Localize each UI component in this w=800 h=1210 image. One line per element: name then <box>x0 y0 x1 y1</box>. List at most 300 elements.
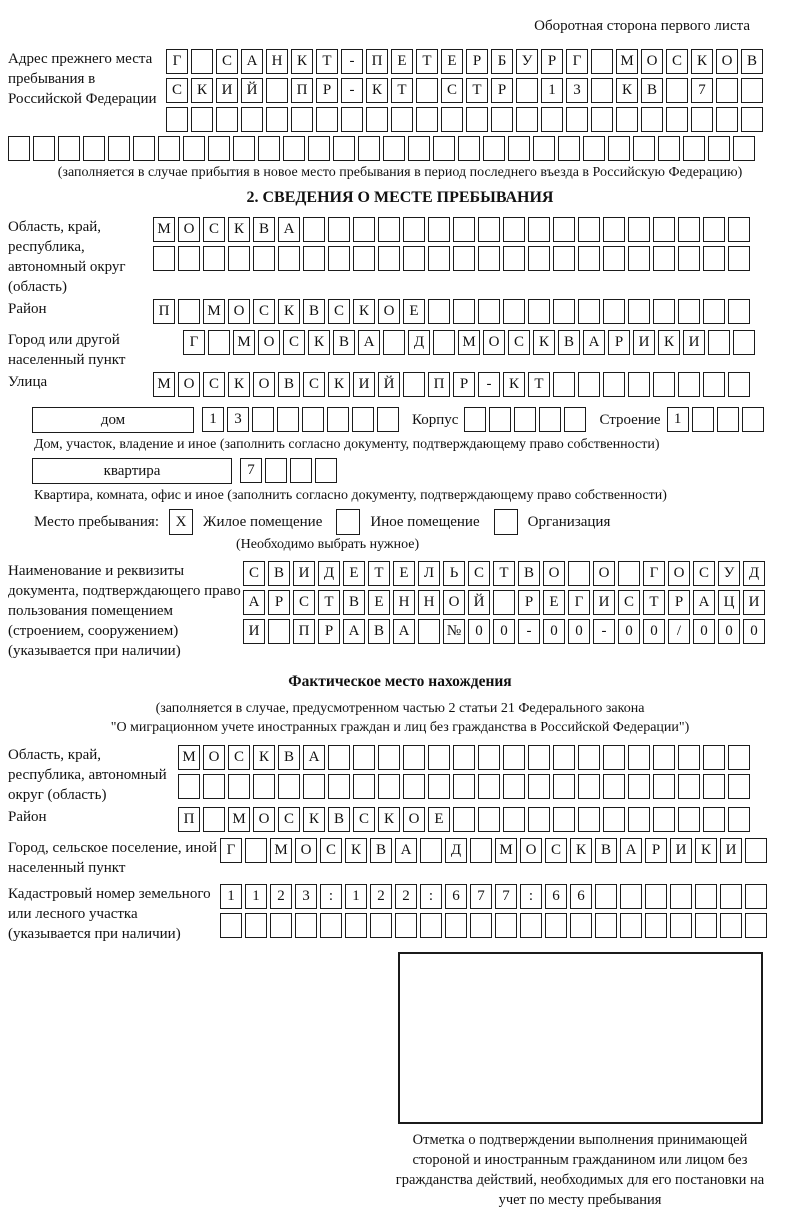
char-cell <box>558 136 580 161</box>
char-cell <box>278 774 300 799</box>
char-cell: 0 <box>493 619 515 644</box>
char-cell: О <box>716 49 738 74</box>
char-cell: Р <box>668 590 690 615</box>
char-cell <box>403 372 425 397</box>
char-cell <box>178 246 200 271</box>
char-cell <box>520 913 542 938</box>
char-cell: О <box>403 807 425 832</box>
char-cell <box>416 107 438 132</box>
char-cell: Г <box>220 838 242 863</box>
street-label: Улица <box>8 374 48 390</box>
char-cell: С <box>243 561 265 586</box>
char-cell <box>553 774 575 799</box>
char-cell: И <box>633 330 655 355</box>
char-cell <box>628 807 650 832</box>
cadastral-grid <box>220 884 770 942</box>
char-cell <box>568 561 590 586</box>
option-other-premises-label: Иное помещение <box>370 513 480 530</box>
char-cell <box>703 774 725 799</box>
char-cell <box>503 807 525 832</box>
char-cell: С <box>216 49 238 74</box>
char-cell: / <box>668 619 690 644</box>
char-cell <box>553 217 575 242</box>
char-cell <box>265 458 287 483</box>
char-cell <box>377 407 399 432</box>
char-cell <box>428 745 450 770</box>
char-cell: М <box>153 217 175 242</box>
char-cell: 0 <box>693 619 715 644</box>
char-cell: К <box>308 330 330 355</box>
char-cell: К <box>658 330 680 355</box>
char-cell <box>603 246 625 271</box>
char-cell <box>178 299 200 324</box>
char-cell <box>183 136 205 161</box>
char-cell <box>291 107 313 132</box>
char-cell: 0 <box>568 619 590 644</box>
char-cell: Г <box>183 330 205 355</box>
char-cell: 7 <box>495 884 517 909</box>
char-cell <box>466 107 488 132</box>
char-cell: М <box>495 838 517 863</box>
char-cell <box>433 136 455 161</box>
char-cell: О <box>295 838 317 863</box>
char-cell: Е <box>393 561 415 586</box>
char-cell: Р <box>466 49 488 74</box>
char-cell <box>666 78 688 103</box>
char-cell <box>628 372 650 397</box>
char-cell: Н <box>393 590 415 615</box>
char-cell: П <box>428 372 450 397</box>
char-cell: С <box>203 372 225 397</box>
char-cell: К <box>328 372 350 397</box>
char-cell <box>266 107 288 132</box>
char-cell: Б <box>491 49 513 74</box>
char-cell <box>470 838 492 863</box>
char-cell: В <box>303 299 325 324</box>
city-block <box>8 330 792 370</box>
char-cell: В <box>368 619 390 644</box>
char-cell <box>483 136 505 161</box>
char-cell <box>191 107 213 132</box>
char-cell <box>566 107 588 132</box>
char-cell <box>320 913 342 938</box>
char-cell: Т <box>528 372 550 397</box>
document-block <box>8 561 792 661</box>
char-cell <box>503 745 525 770</box>
char-cell <box>258 136 280 161</box>
char-cell <box>253 774 275 799</box>
char-cell <box>703 246 725 271</box>
char-cell <box>583 136 605 161</box>
stroenie-cells <box>667 407 767 432</box>
char-cell <box>728 299 750 324</box>
char-cell: В <box>333 330 355 355</box>
char-cell <box>253 246 275 271</box>
char-cell: : <box>520 884 542 909</box>
char-cell: 1 <box>220 884 242 909</box>
actual-district-line <box>178 807 753 832</box>
char-cell: Т <box>493 561 515 586</box>
char-cell <box>408 136 430 161</box>
document-label: Наименование и реквизиты документа, подтверждающего право пользования помещением (строением, сооружением) (указывается при наличии) <box>8 563 241 659</box>
char-cell <box>453 299 475 324</box>
char-cell: - <box>478 372 500 397</box>
actual-region-line-1 <box>178 745 753 770</box>
char-cell <box>268 619 290 644</box>
char-cell: С <box>228 745 250 770</box>
char-cell: А <box>583 330 605 355</box>
char-cell: 6 <box>445 884 467 909</box>
char-cell: К <box>228 372 250 397</box>
char-cell <box>728 807 750 832</box>
char-cell: У <box>516 49 538 74</box>
city-line <box>183 330 758 355</box>
char-cell: Р <box>491 78 513 103</box>
char-cell <box>516 107 538 132</box>
district-label: Район <box>8 301 47 317</box>
char-cell: А <box>693 590 715 615</box>
char-cell <box>683 136 705 161</box>
char-cell: О <box>668 561 690 586</box>
char-cell: С <box>303 372 325 397</box>
char-cell: А <box>343 619 365 644</box>
char-cell <box>203 246 225 271</box>
char-cell <box>653 217 675 242</box>
char-cell <box>618 561 640 586</box>
char-cell <box>478 774 500 799</box>
char-cell <box>8 136 30 161</box>
char-cell: 7 <box>240 458 262 483</box>
char-cell: П <box>366 49 388 74</box>
char-cell <box>741 78 763 103</box>
char-cell <box>453 774 475 799</box>
char-cell: А <box>395 838 417 863</box>
city-label: Город или другой населенный пункт <box>8 332 126 368</box>
char-cell <box>378 217 400 242</box>
char-cell: И <box>683 330 705 355</box>
char-cell <box>403 774 425 799</box>
char-cell: Д <box>445 838 467 863</box>
char-cell <box>733 330 755 355</box>
char-cell <box>528 246 550 271</box>
char-cell <box>603 299 625 324</box>
char-cell <box>133 136 155 161</box>
char-cell <box>603 217 625 242</box>
char-cell: К <box>378 807 400 832</box>
char-cell <box>645 884 667 909</box>
actual-region-grid <box>178 745 753 803</box>
char-cell <box>553 745 575 770</box>
char-cell: 0 <box>643 619 665 644</box>
char-cell <box>717 407 739 432</box>
char-cell <box>328 217 350 242</box>
char-cell <box>653 246 675 271</box>
option-organization-label: Организация <box>527 513 611 530</box>
char-cell <box>328 246 350 271</box>
char-cell: Г <box>566 49 588 74</box>
char-cell: 1 <box>541 78 563 103</box>
document-line-2 <box>243 590 768 615</box>
char-cell: № <box>443 619 465 644</box>
char-cell: О <box>543 561 565 586</box>
char-cell: С <box>545 838 567 863</box>
prev-address-block <box>8 49 792 136</box>
char-cell: К <box>366 78 388 103</box>
actual-district-label: Район <box>8 809 47 825</box>
char-cell <box>720 913 742 938</box>
actual-location-note-line2: "О миграционном учете иностранных граждан и лиц без гражданства в Российской Федерации") <box>110 720 690 735</box>
apartment-note: Квартира, комната, офис и иное (заполнить согласно документу, подтверждающему право собственности) <box>34 488 667 503</box>
char-cell <box>303 246 325 271</box>
char-cell: К <box>278 299 300 324</box>
char-cell <box>578 745 600 770</box>
char-cell: Й <box>378 372 400 397</box>
char-cell <box>633 136 655 161</box>
char-cell: К <box>353 299 375 324</box>
char-cell: Л <box>418 561 440 586</box>
char-cell: У <box>718 561 740 586</box>
char-cell: И <box>243 619 265 644</box>
char-cell: В <box>328 807 350 832</box>
prev-address-line-3 <box>166 107 766 132</box>
char-cell: - <box>341 49 363 74</box>
char-cell <box>353 217 375 242</box>
char-cell: Е <box>391 49 413 74</box>
char-cell <box>433 330 455 355</box>
char-cell <box>533 136 555 161</box>
char-cell <box>695 884 717 909</box>
char-cell <box>428 217 450 242</box>
char-cell <box>553 807 575 832</box>
char-cell <box>628 217 650 242</box>
char-cell: 6 <box>545 884 567 909</box>
char-cell <box>208 330 230 355</box>
char-cell: Р <box>518 590 540 615</box>
cadastral-block <box>8 884 792 944</box>
char-cell <box>620 913 642 938</box>
char-cell: Г <box>166 49 188 74</box>
char-cell: С <box>203 217 225 242</box>
char-cell <box>578 246 600 271</box>
char-cell: 1 <box>345 884 367 909</box>
actual-city-line <box>220 838 770 863</box>
prev-address-line-4 <box>8 136 792 161</box>
char-cell: : <box>320 884 342 909</box>
char-cell <box>245 838 267 863</box>
char-cell: Н <box>266 49 288 74</box>
char-cell <box>528 807 550 832</box>
confirmation-stamp-box <box>398 952 763 1124</box>
char-cell: С <box>618 590 640 615</box>
char-cell: М <box>153 372 175 397</box>
char-cell <box>220 913 242 938</box>
char-cell <box>620 884 642 909</box>
char-cell <box>728 217 750 242</box>
char-cell: Й <box>241 78 263 103</box>
char-cell <box>678 745 700 770</box>
prev-address-line-1 <box>166 49 766 74</box>
actual-region-line-2 <box>178 774 753 799</box>
char-cell <box>745 884 767 909</box>
char-cell <box>191 49 213 74</box>
char-cell: О <box>228 299 250 324</box>
char-cell <box>703 372 725 397</box>
house-number-cells <box>202 407 402 432</box>
char-cell <box>453 217 475 242</box>
char-cell <box>716 107 738 132</box>
char-cell <box>491 107 513 132</box>
char-cell <box>478 217 500 242</box>
char-cell <box>653 299 675 324</box>
char-cell: А <box>358 330 380 355</box>
house-note: Дом, участок, владение и иное (заполнить согласно документу, подтверждающему право собственности) <box>34 437 660 452</box>
char-cell <box>595 884 617 909</box>
char-cell: Е <box>403 299 425 324</box>
char-cell: П <box>153 299 175 324</box>
char-cell: А <box>278 217 300 242</box>
char-cell: В <box>741 49 763 74</box>
char-cell <box>591 49 613 74</box>
char-cell <box>528 299 550 324</box>
char-cell <box>678 774 700 799</box>
char-cell: 7 <box>470 884 492 909</box>
char-cell <box>395 913 417 938</box>
char-cell: С <box>353 807 375 832</box>
char-cell: К <box>191 78 213 103</box>
char-cell <box>720 884 742 909</box>
char-cell: Е <box>428 807 450 832</box>
char-cell <box>503 774 525 799</box>
char-cell: А <box>243 590 265 615</box>
char-cell <box>391 107 413 132</box>
char-cell: Ц <box>718 590 740 615</box>
char-cell <box>470 913 492 938</box>
char-cell <box>666 107 688 132</box>
prev-address-grid <box>166 49 766 136</box>
char-cell: К <box>303 807 325 832</box>
char-cell <box>203 807 225 832</box>
char-cell: С <box>166 78 188 103</box>
char-cell <box>453 745 475 770</box>
char-cell: 2 <box>270 884 292 909</box>
char-cell: - <box>593 619 615 644</box>
cadastral-label: Кадастровый номер земельного или лесного участка (указывается при наличии) <box>8 886 211 942</box>
char-cell: А <box>620 838 642 863</box>
char-cell <box>464 407 486 432</box>
char-cell: Т <box>391 78 413 103</box>
char-cell: С <box>666 49 688 74</box>
apartment-type-box: квартира <box>32 458 232 484</box>
char-cell <box>302 407 324 432</box>
char-cell <box>670 884 692 909</box>
char-cell <box>728 774 750 799</box>
char-cell <box>541 107 563 132</box>
char-cell: В <box>253 217 275 242</box>
char-cell: М <box>616 49 638 74</box>
char-cell: О <box>253 807 275 832</box>
char-cell <box>678 217 700 242</box>
char-cell: С <box>278 807 300 832</box>
char-cell: С <box>693 561 715 586</box>
option-residential-label: Жилое помещение <box>203 513 323 530</box>
char-cell: В <box>518 561 540 586</box>
char-cell <box>283 136 305 161</box>
char-cell <box>703 745 725 770</box>
char-cell <box>708 136 730 161</box>
char-cell <box>353 246 375 271</box>
korpus-label: Корпус <box>412 412 459 428</box>
char-cell <box>420 838 442 863</box>
char-cell: - <box>341 78 363 103</box>
char-cell <box>514 407 536 432</box>
char-cell <box>553 372 575 397</box>
char-cell <box>564 407 586 432</box>
char-cell: О <box>178 372 200 397</box>
district-block <box>8 299 792 328</box>
char-cell <box>458 136 480 161</box>
char-cell <box>603 774 625 799</box>
char-cell: О <box>443 590 465 615</box>
char-cell: С <box>320 838 342 863</box>
char-cell <box>578 299 600 324</box>
actual-location-title: Фактическое место нахождения <box>288 673 512 690</box>
char-cell <box>403 217 425 242</box>
char-cell: Р <box>268 590 290 615</box>
char-cell: К <box>691 49 713 74</box>
char-cell <box>295 913 317 938</box>
char-cell <box>703 807 725 832</box>
char-cell <box>370 913 392 938</box>
checkbox-other-premises <box>336 509 360 535</box>
char-cell <box>570 913 592 938</box>
char-cell <box>508 136 530 161</box>
char-cell <box>403 246 425 271</box>
char-cell <box>158 136 180 161</box>
char-cell: 2 <box>395 884 417 909</box>
actual-district-block <box>8 807 792 836</box>
char-cell <box>653 807 675 832</box>
char-cell: 1 <box>202 407 224 432</box>
char-cell: О <box>593 561 615 586</box>
char-cell <box>728 745 750 770</box>
char-cell <box>728 372 750 397</box>
char-cell <box>553 246 575 271</box>
char-cell <box>445 913 467 938</box>
char-cell: В <box>278 745 300 770</box>
char-cell <box>595 913 617 938</box>
char-cell: О <box>641 49 663 74</box>
char-cell: М <box>178 745 200 770</box>
prev-address-line-2 <box>166 78 766 103</box>
char-cell <box>327 407 349 432</box>
char-cell <box>745 913 767 938</box>
char-cell <box>591 107 613 132</box>
region-block <box>8 217 792 297</box>
char-cell: О <box>203 745 225 770</box>
char-cell: 3 <box>227 407 249 432</box>
char-cell: 1 <box>245 884 267 909</box>
actual-location-note <box>8 699 792 737</box>
char-cell: В <box>343 590 365 615</box>
char-cell <box>708 330 730 355</box>
char-cell <box>603 372 625 397</box>
char-cell <box>616 107 638 132</box>
char-cell <box>545 913 567 938</box>
char-cell <box>691 107 713 132</box>
char-cell <box>328 745 350 770</box>
char-cell <box>441 107 463 132</box>
char-cell <box>315 458 337 483</box>
